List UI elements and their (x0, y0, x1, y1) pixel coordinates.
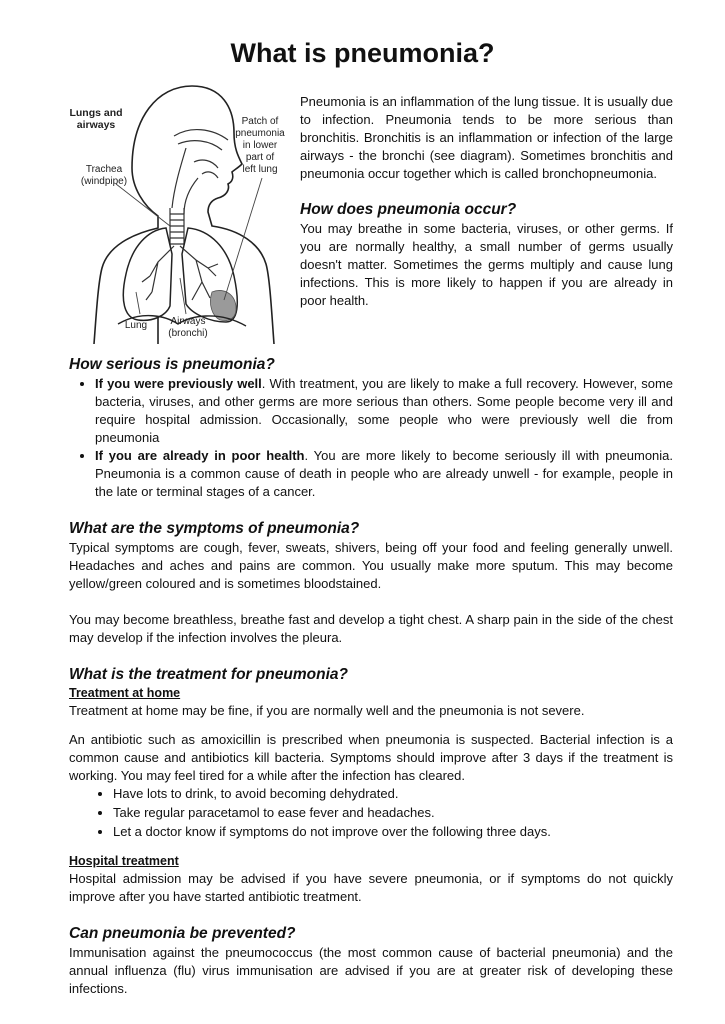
list-item-bold: If you were previously well (95, 376, 262, 391)
self-care-list (69, 785, 673, 841)
main-column (69, 355, 673, 998)
lung-label: Lung (124, 320, 148, 331)
serious-heading: How serious is pneumonia? (69, 356, 275, 373)
symptoms-section (69, 519, 673, 647)
symptoms-heading: What are the symptoms of pneumonia? (69, 520, 360, 537)
list-item: • Let a doctor know if symptoms do not improve over the following three days. (113, 823, 673, 841)
page-title: What is pneumonia? (230, 38, 495, 68)
symptoms-paragraph: You may become breathless, breathe fast and develop a tight chest. A sharp pain in the side of the chest may develop if the infection involves the pleura. (69, 612, 673, 645)
hospital-treatment-subheading: Hospital treatment (69, 854, 179, 868)
treatment-heading: What is the treatment for pneumonia? (69, 666, 349, 683)
prevention-section (69, 924, 673, 998)
patch-label: in lower (242, 140, 278, 151)
trachea-leader (116, 184, 170, 226)
patch-label: Patch of (241, 116, 279, 127)
diagram-heading: Lungs and (69, 107, 123, 119)
airways-label: Airways (170, 316, 206, 327)
list-item: • Have lots to drink, to avoid becoming dehydrated. (113, 785, 673, 803)
nasal-cavity (174, 130, 228, 178)
treatment-section (69, 665, 673, 906)
list-item: • Take regular paracetamol to ease fever and headaches. (113, 804, 673, 822)
hospital-treatment-paragraph: Hospital admission may be advised if you have severe pneumonia, or if symptoms do not quickly improve after you have started antibiotic treatment. (69, 871, 673, 904)
list-item-bold: If you are already in poor health (95, 448, 305, 463)
diagram-heading: airways (76, 119, 116, 131)
prevention-paragraph: Immunisation against the pneumococcus (the most common cause of bacterial pneumonia) and the annual influenza (flu) virus immunisation are advised if you are at greater risk of developing these infections. (69, 945, 673, 996)
prevention-heading: Can pneumonia be prevented? (69, 925, 296, 942)
patch-leader (224, 178, 262, 300)
serious-section (69, 355, 673, 501)
trachea (170, 208, 184, 246)
occur-heading: How does pneumonia occur? (300, 201, 517, 218)
airways-label: (bronchi) (168, 328, 208, 339)
list-item (95, 447, 673, 501)
patch-label: part of (245, 152, 275, 163)
home-treatment-paragraph: Treatment at home may be fine, if you are normally well and the pneumonia is not severe. (69, 703, 585, 718)
symptoms-paragraph: Typical symptoms are cough, fever, sweats, shivers, being off your food and feeling generally unwell. Headaches and aches and pains are common. You usually make more sputum. This may become yellow/green coloured and is sometimes bloodstained. (69, 540, 673, 591)
throat (172, 148, 198, 214)
list-item-text: . With treatment, you are likely to make a full recovery. However, some bacteria, viruses, and other germs are more serious than others. Some people become very ill and require hospital admission. Occasionally, some people who were previously well die from pneumonia (95, 376, 673, 445)
list-item-text: . You are more likely to become seriously ill with pneumonia. Pneumonia is a common cause of death in people who are already unwell - for example, people in the late or terminal stages of a cancer. (95, 448, 674, 499)
occur-paragraph: You may breathe in some bacteria, viruses, or other germs. If you are normally healthy, a small number of germs usually doesn't matter. Sometimes the germs multiply and cause lung infections. This is more likely to happen if you are already in poor health. (300, 221, 673, 308)
intro-column (300, 93, 673, 310)
trachea-label: Trachea (85, 164, 123, 175)
antibiotic-paragraph: An antibiotic such as amoxicillin is prescribed when pneumonia is suspected. Bacterial infection is a common cause and antibiotics kill bacteria. Symptoms should improve after 3 days if the treatment is working. You may feel tired for a while after the infection has cleared. (69, 732, 673, 783)
serious-list (69, 375, 673, 501)
list-item (95, 375, 673, 447)
right-lung (123, 228, 172, 320)
trachea-label: (windpipe) (80, 176, 128, 187)
home-treatment-subheading: Treatment at home (69, 686, 181, 700)
lungs-airways-diagram (62, 78, 294, 346)
patch-label: pneumonia (235, 128, 285, 139)
patch-label: left lung (242, 164, 278, 175)
intro-paragraph: Pneumonia is an inflammation of the lung tissue. It is usually due to infection. Pneumonia tends to be more serious than bronchitis. Bronchitis is an inflammation or infection of the large airways - the bronchi (see diagram). Sometimes bronchitis and pneumonia occur together which is called bronchopneumonia. (300, 94, 673, 181)
